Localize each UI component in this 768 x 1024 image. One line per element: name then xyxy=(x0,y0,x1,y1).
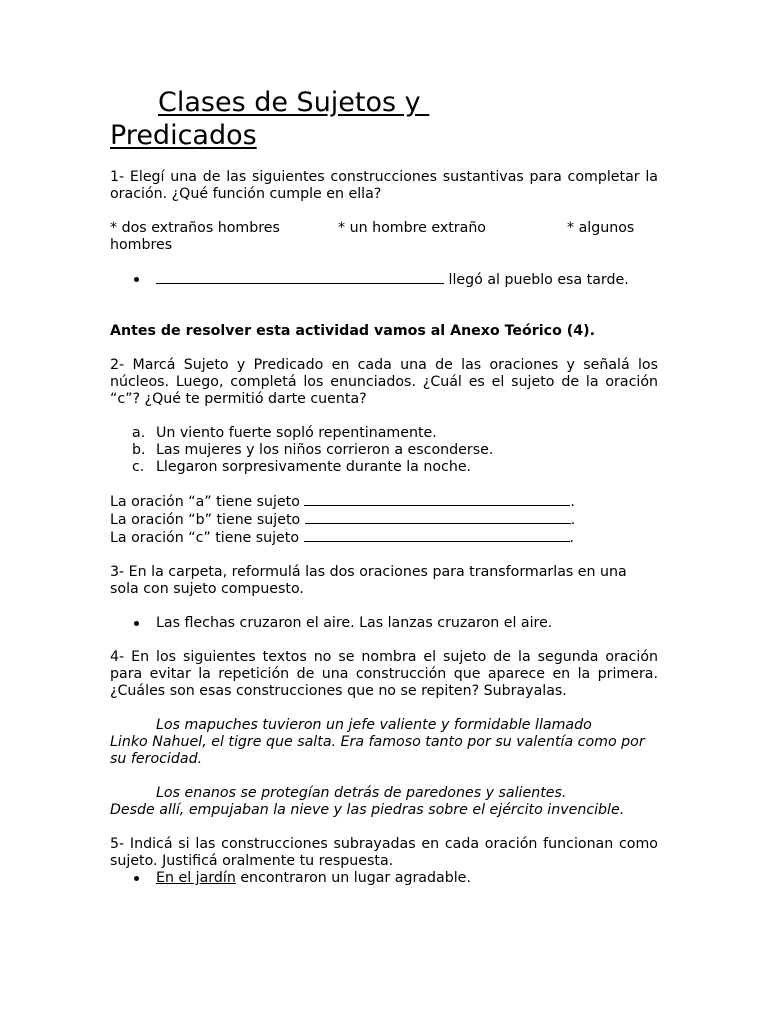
annex-note: Antes de resolver esta actividad vamos al Anexo Teórico (4). xyxy=(110,323,595,339)
option-3-wrap: hombres xyxy=(110,237,173,253)
page-title xyxy=(110,86,658,152)
underlined-construction: En el jardín xyxy=(156,870,236,886)
passage-1: Los mapuches tuvieron un jefe valiente y formidable llamado Linko Nahuel, el tigre que salta. Era famoso tanto por su valentía como por su ferocidad. xyxy=(110,717,645,767)
list-item: a. Un viento fuerte sopló repentinamente. xyxy=(132,425,437,441)
exercise-1-instruction: 1- Elegí una de las siguientes construcciones sustantivas para completar la oración. ¿Qué función cumple en ella? xyxy=(110,169,658,202)
fill-line-a: La oración “a” tiene sujeto . xyxy=(110,494,575,510)
exercise-1-bullet xyxy=(110,271,658,289)
exercise-3-instruction: 3- En la carpeta, reformulá las dos oraciones para transformarlas en una sola con sujeto compuesto. xyxy=(110,564,627,597)
fill-line-c: La oración “c” tiene sujeto . xyxy=(110,530,575,546)
title-line-2: Predicados xyxy=(110,120,257,151)
exercise-3-bullet: Las flechas cruzaron el aire. Las lanzas cruzaron el aire. xyxy=(110,615,658,632)
answer-blank[interactable] xyxy=(304,529,570,542)
option-2: * un hombre extraño xyxy=(338,220,486,236)
document-page xyxy=(110,86,658,887)
exercise-2-instruction: 2- Marcá Sujeto y Predicado en cada una de las oraciones y señalá los núcleos. Luego, completá los enunciados. ¿Cuál es el sujeto de la oración “c”? ¿Qué te permitió darte cuenta? xyxy=(110,357,658,407)
exercise-4-instruction: 4- En los siguientes textos no se nombra el sujeto de la segunda oración para evitar la repetición de una construcción que aparece en la primera. ¿Cuáles son esas construcciones que no se repiten? Subrayalas. xyxy=(110,649,658,699)
option-1: * dos extraños hombres xyxy=(110,220,280,236)
answer-blank[interactable] xyxy=(305,511,571,524)
exercise-1-bullet-text: llegó al pueblo esa tarde. xyxy=(444,272,629,288)
list-item: b. Las mujeres y los niños corrieron a esconderse. xyxy=(132,442,494,458)
exercise-1-options xyxy=(110,220,658,237)
fill-line-b: La oración “b” tiene sujeto . xyxy=(110,512,576,528)
exercise-5-instruction: 5- Indicá si las construcciones subrayadas en cada oración funcionan como sujeto. Justificá oralmente tu respuesta. xyxy=(110,836,658,869)
passage-2: Los enanos se protegían detrás de paredones y salientes. Desde allí, empujaban la nieve y las piedras sobre el ejército invencible. xyxy=(110,785,625,818)
option-3: * algunos xyxy=(567,220,635,236)
answer-blank[interactable] xyxy=(304,493,570,506)
title-line-1: Clases de Sujetos y xyxy=(158,87,430,118)
answer-blank[interactable] xyxy=(156,271,444,284)
exercise-5-bullet: En el jardín encontraron un lugar agradable. xyxy=(110,870,658,887)
list-item: c. Llegaron sorpresivamente durante la noche. xyxy=(132,459,472,475)
